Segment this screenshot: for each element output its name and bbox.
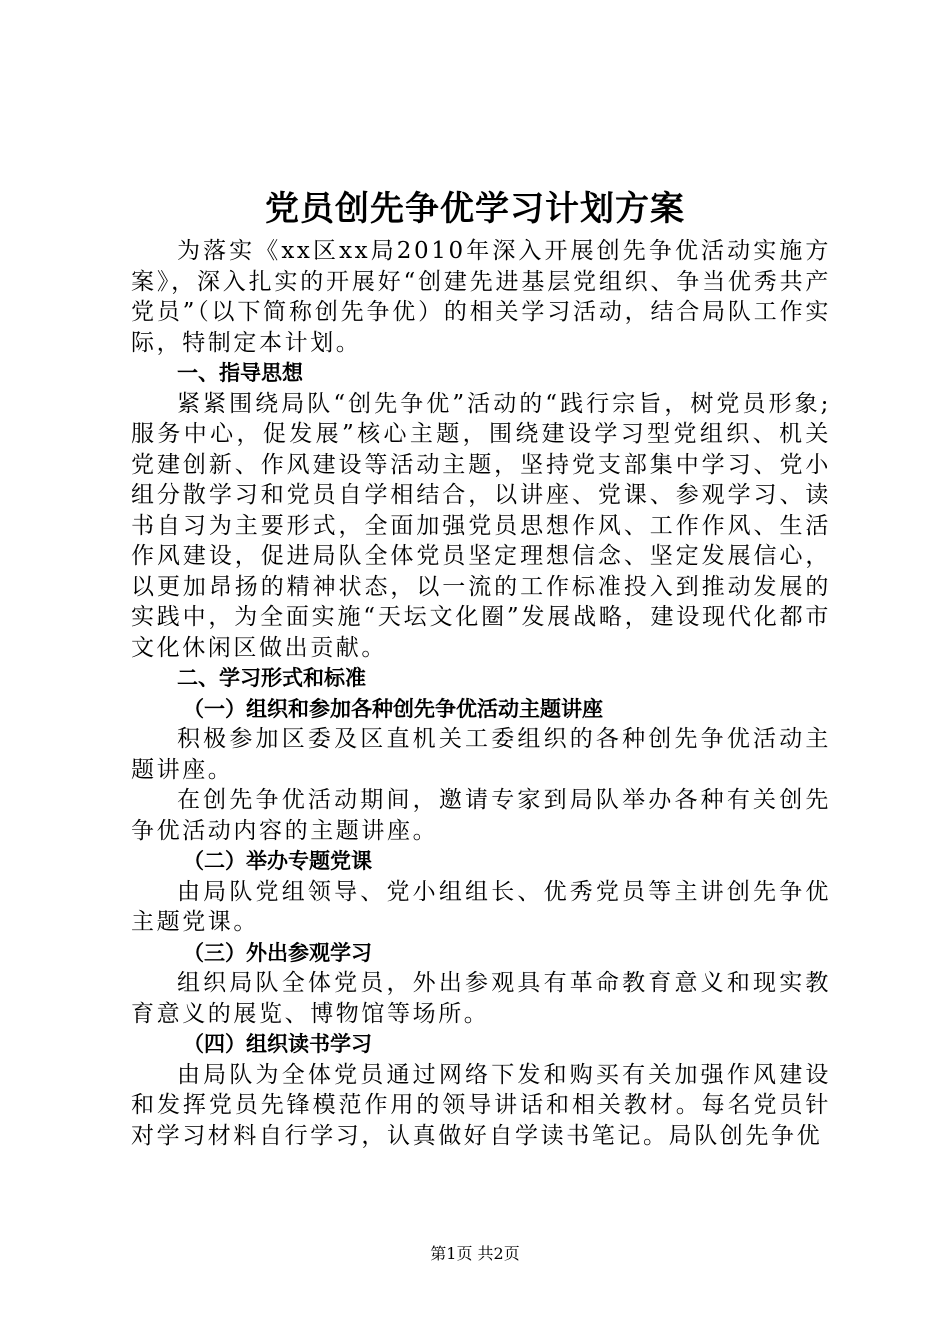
- visits-paragraph: 组织局队全体党员，外出参观具有革命教育意义和现实教育意义的展览、博物馆等场所。: [131, 970, 831, 1027]
- lectures-paragraph-1: 积极参加区委及区直机关工委组织的各种创先争优活动主题讲座。: [131, 726, 831, 783]
- lectures-paragraph-2: 在创先争优活动期间，邀请专家到局队举办各种有关创先争优活动内容的主题讲座。: [131, 787, 831, 844]
- intro-paragraph: 为落实《xx区xx局2010年深入开展创先争优活动实施方案》，深入扎实的开展好“创建先进基层党组织、争当优秀共产党员”（以下简称创先争优）的相关学习活动，结合局队工作实际，特制定本计划。: [131, 238, 831, 356]
- subsection-heading-lectures: （一）组织和参加各种创先争优活动主题讲座: [183, 696, 603, 721]
- party-lessons-paragraph: 由局队党组领导、党小组组长、优秀党员等主讲创先争优主题党课。: [131, 878, 831, 935]
- guiding-ideology-paragraph: 紧紧围绕局队“创先争优”活动的“践行宗旨，树党员形象;服务中心，促发展”核心主题，围绕建设学习型党组织、机关党建创新、作风建设等活动主题，坚持党支部集中学习、党小组分散学习和党员自学相结合，以讲座、党课、参观学习、读书自习为主要形式，全面加强党员思想作风、工作作风、生活作风建设，促进局队全体党员坚定理想信念、坚定发展信心，以更加昂扬的精神状态，以一流的工作标准投入到推动发展的实践中，为全面实施“天坛文化圈”发展战略，建设现代化都市文化休闲区做出贡献。: [131, 390, 831, 661]
- subsection-heading-reading: （四）组织读书学习: [183, 1032, 372, 1056]
- page-footer: 第1页 共2页: [430, 1244, 520, 1263]
- subsection-heading-party-lessons: （二）举办专题党课: [183, 849, 372, 873]
- reading-paragraph: 由局队为全体党员通过网络下发和购买有关加强作风建设和发挥党员先锋模范作用的领导讲话和相关教材。每名党员针对学习材料自行学习，认真做好自学读书笔记。局队创先争优: [131, 1061, 831, 1149]
- document-body: [131, 236, 831, 1151]
- section-heading-study-forms: 二、学习形式和标准: [177, 666, 366, 690]
- section-heading-guiding-ideology: 一、指导思想: [177, 361, 303, 385]
- document-title: 党员创先争优学习计划方案: [265, 189, 685, 229]
- subsection-heading-visits: （三）外出参观学习: [183, 940, 372, 965]
